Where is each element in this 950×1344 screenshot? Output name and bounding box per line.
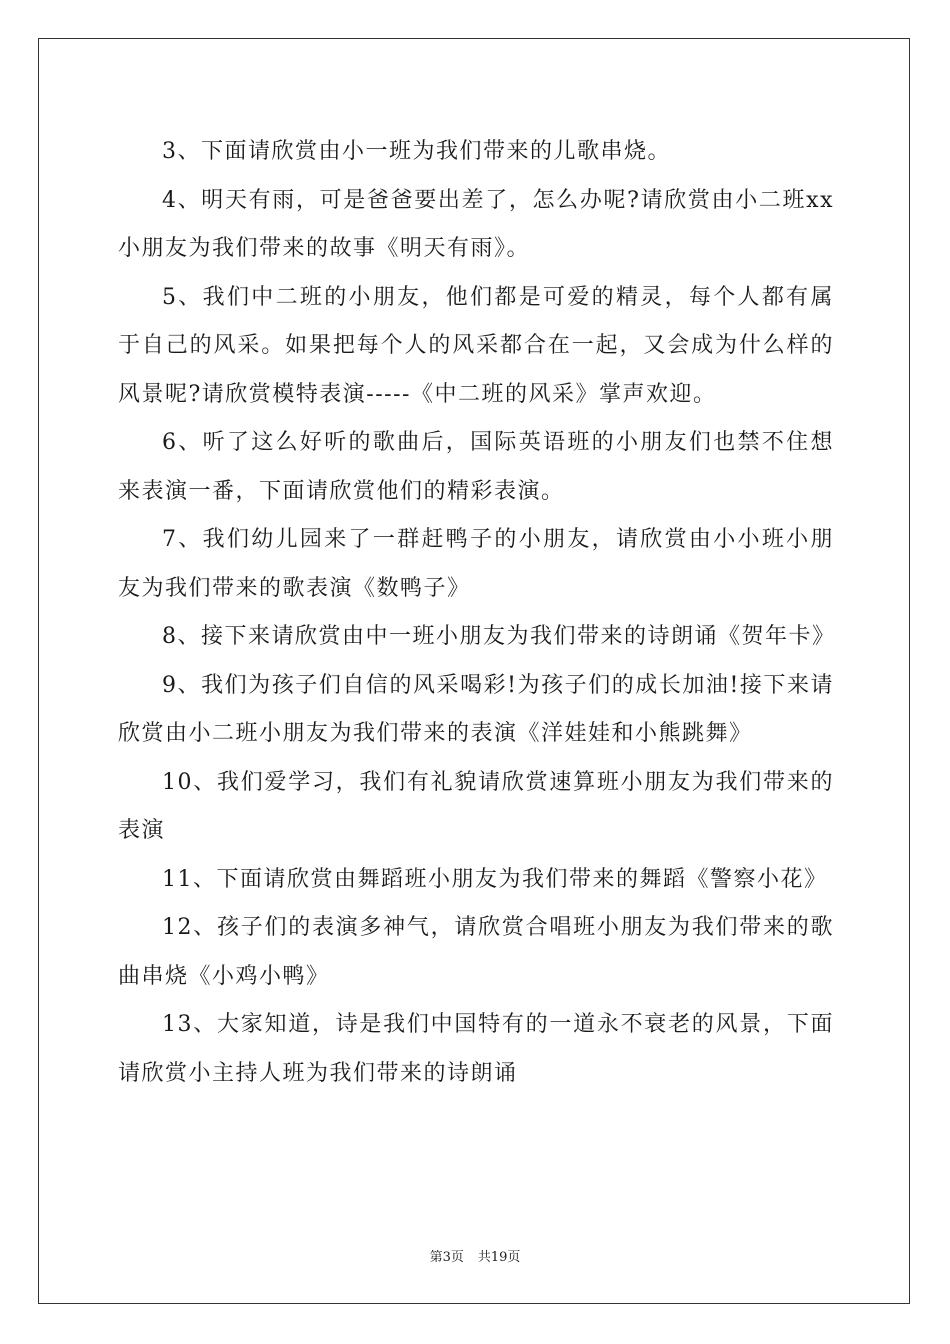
- paragraph-10: 10、我们爱学习，我们有礼貌请欣赏速算班小朋友为我们带来的表演: [118, 769, 834, 843]
- paragraph-6: 6、听了这么好听的歌曲后，国际英语班的小朋友们也禁不住想来表演一番，下面请欣赏他们的精彩表演。: [118, 430, 834, 504]
- paragraph-9: 9、我们为孩子们自信的风采喝彩!为孩子们的成长加油!接下来请欣赏由小二班小朋友为我们带来的表演《洋娃娃和小熊跳舞》: [118, 672, 834, 746]
- paragraph-11: 11、下面请欣赏由舞蹈班小朋友为我们带来的舞蹈《警察小花》: [162, 866, 828, 892]
- paragraph-7: 7、我们幼儿园来了一群赶鸭子的小朋友，请欣赏由小小班小朋友为我们带来的歌表演《数鸭子》: [118, 527, 834, 601]
- document-body: [118, 128, 834, 1098]
- paragraph-3: 3、下面请欣赏由小一班为我们带来的儿歌串烧。: [162, 139, 671, 164]
- paragraph-12: 12、孩子们的表演多神气，请欣赏合唱班小朋友为我们带来的歌曲串烧《小鸡小鸭》: [118, 915, 834, 989]
- paragraph-8: 8、接下来请欣赏由中一班小朋友为我们带来的诗朗诵《贺年卡》: [162, 624, 836, 649]
- paragraph-4: 4、明天有雨，可是爸爸要出差了，怎么办呢?请欣赏由小二班xx小朋友为我们带来的故事《明天有雨》。: [118, 187, 834, 261]
- paragraph-5: 5、我们中二班的小朋友，他们都是可爱的精灵，每个人都有属于自己的风采。如果把每个人的风采都合在一起，又会成为什么样的风景呢?请欣赏模特表演-----《中二班的风采》掌声欢迎。: [118, 284, 834, 407]
- page-footer: [0, 1246, 950, 1265]
- page-number: 第3页: [429, 1250, 464, 1265]
- paragraph-13: 13、大家知道，诗是我们中国特有的一道永不衰老的风景，下面请欣赏小主持人班为我们带来的诗朗诵: [118, 1012, 834, 1086]
- page-total: 共19页: [477, 1250, 521, 1265]
